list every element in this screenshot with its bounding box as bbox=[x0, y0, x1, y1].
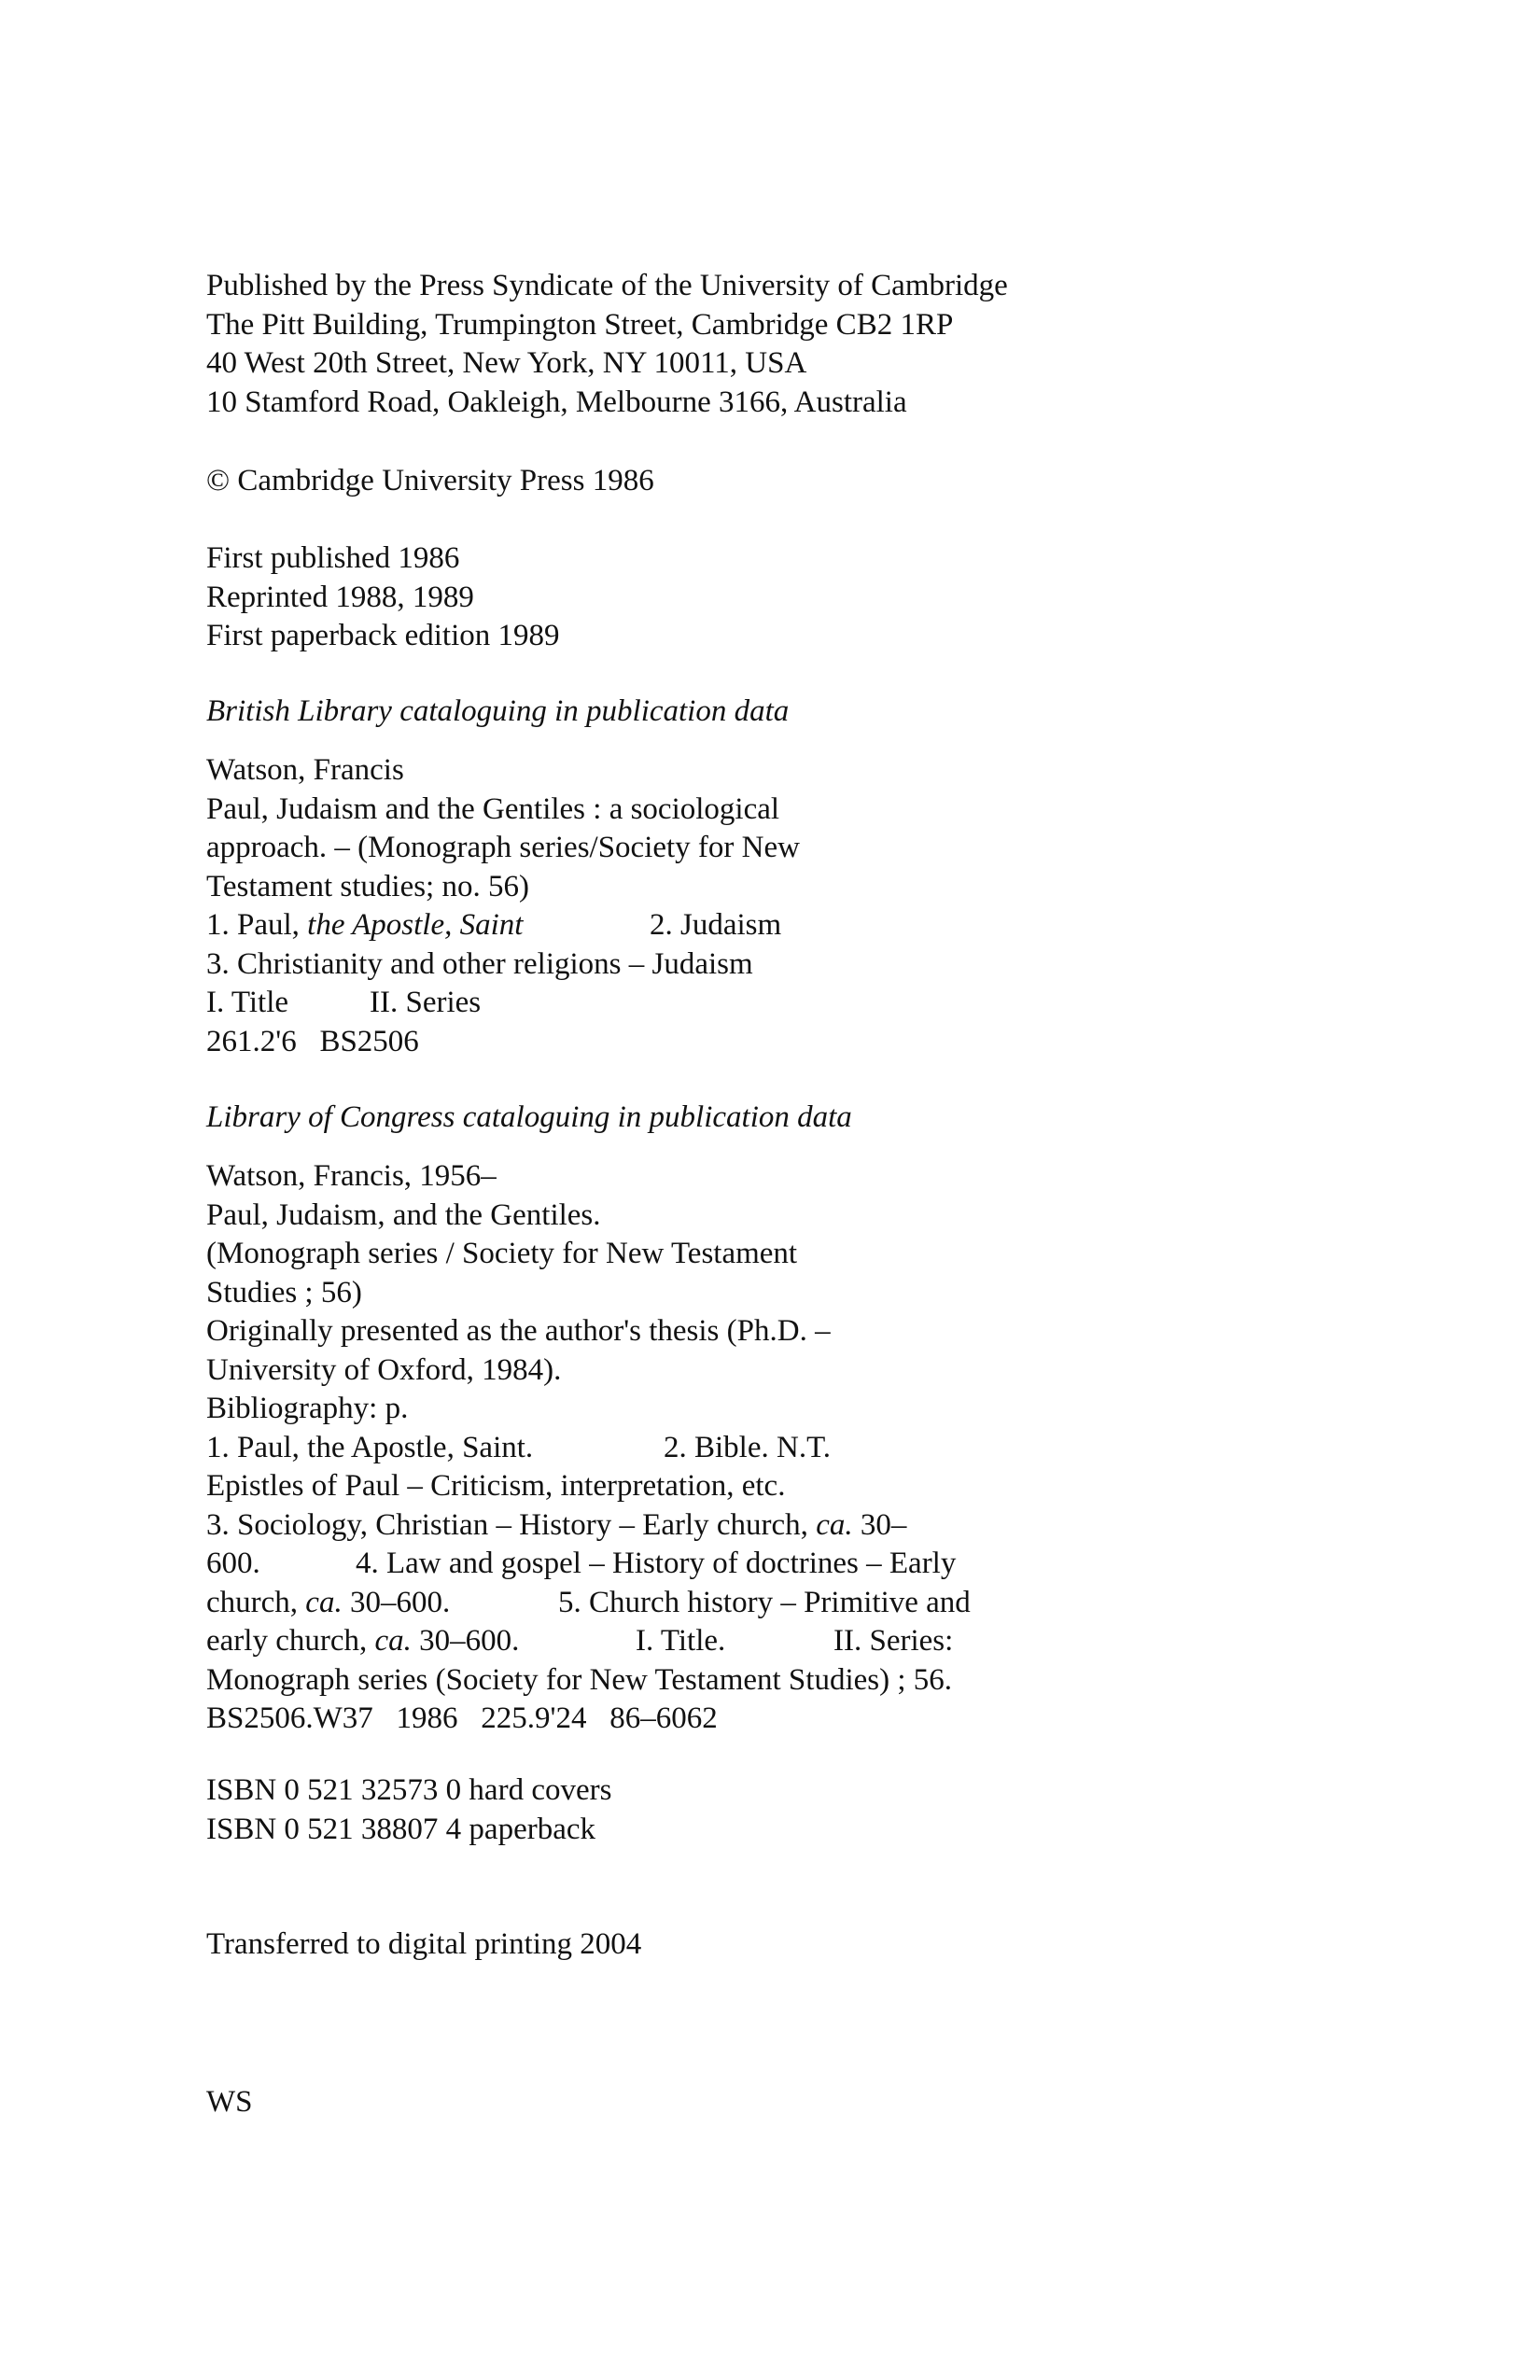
bl-subject-1-italic: the Apostle, Saint bbox=[307, 908, 524, 942]
loc-subject-1: 1. Paul, the Apostle, Saint. bbox=[206, 1430, 534, 1464]
loc-subject-3-text: 3. Sociology, Christian – History – Early church, bbox=[206, 1507, 817, 1542]
publication-history bbox=[206, 539, 1420, 656]
publisher-line: The Pitt Building, Trumpington Street, Cambridge CB2 1RP bbox=[206, 307, 954, 342]
bl-title-line: Testament studies; no. 56) bbox=[206, 869, 529, 903]
loc-series-line: (Monograph series / Society for New Testament bbox=[206, 1237, 798, 1270]
loc-subject-row-4 bbox=[206, 1545, 1420, 1584]
publisher-line: 40 West 20th Street, New York, NY 10011, USA bbox=[206, 346, 807, 380]
loc-bibliography: Bibliography: p. bbox=[206, 1392, 409, 1425]
loc-subject-row-3 bbox=[206, 1506, 1420, 1546]
bl-series-entry: II. Series bbox=[370, 986, 482, 1019]
publisher-line: 10 Stamford Road, Oakleigh, Melbourne 3166, Australia bbox=[206, 385, 907, 419]
loc-subject-3-range: 30– bbox=[852, 1507, 907, 1542]
loc-subject-5-range: 30–600. bbox=[411, 1624, 520, 1658]
loc-subject-row-1 bbox=[206, 1429, 1420, 1468]
bl-subject-1 bbox=[206, 906, 523, 945]
loc-subject-3-end: 600. bbox=[206, 1547, 260, 1580]
loc-heading-of: of bbox=[308, 1100, 332, 1134]
bl-title-line: approach. – (Monograph series/Society for New bbox=[206, 831, 800, 864]
first-published-line: First published 1986 bbox=[206, 541, 460, 575]
loc-record bbox=[206, 1157, 1420, 1739]
loc-subject-5-end bbox=[206, 1622, 519, 1661]
publisher-line: Published by the Press Syndicate of the University of Cambridge bbox=[206, 269, 1008, 302]
loc-subject-row-2: Epistles of Paul – Criticism, interpretation, etc. bbox=[206, 1469, 786, 1503]
bl-classification: 261.2'6 BS2506 bbox=[206, 1024, 419, 1058]
loc-subject-4: 4. Law and gospel – History of doctrines – Early bbox=[356, 1547, 957, 1580]
loc-author: Watson, Francis, 1956– bbox=[206, 1159, 497, 1193]
bl-title-line: Paul, Judaism and the Gentiles : a sociological bbox=[206, 791, 780, 826]
copyright-notice bbox=[206, 462, 1420, 501]
loc-thesis-line: University of Oxford, 1984). bbox=[206, 1352, 562, 1387]
loc-call-number: BS2506.W37 1986 225.9'24 86–6062 bbox=[206, 1701, 718, 1735]
loc-subject-row-6 bbox=[206, 1622, 1420, 1661]
bl-subject-1-prefix: 1. Paul, bbox=[206, 908, 308, 942]
loc-subject-row-5 bbox=[206, 1584, 1420, 1623]
paperback-edition-line: First paperback edition 1989 bbox=[206, 619, 560, 652]
digital-printing-note bbox=[206, 1925, 1420, 1965]
loc-subject-5-end-text: early church, bbox=[206, 1624, 375, 1658]
loc-series-entry: II. Series: bbox=[833, 1624, 954, 1658]
loc-title-entry: I. Title. bbox=[636, 1624, 726, 1658]
publisher-address-block bbox=[206, 267, 1420, 422]
loc-title: Paul, Judaism, and the Gentiles. bbox=[206, 1197, 601, 1232]
loc-subject-5: 5. Church history – Primitive and bbox=[558, 1585, 971, 1619]
copyright-line: © Cambridge University Press 1986 bbox=[206, 464, 654, 497]
bl-subjects-1-2 bbox=[206, 906, 1420, 945]
printer-code bbox=[206, 2083, 1420, 2122]
loc-subject-4-range: 30–600. bbox=[342, 1585, 451, 1619]
loc-subject-4-end-text: church, bbox=[206, 1585, 306, 1619]
loc-thesis-line: Originally presented as the author's thesis (Ph.D. – bbox=[206, 1314, 831, 1348]
loc-subject-2: 2. Bible. N.T. bbox=[664, 1430, 832, 1464]
isbn-paperback: ISBN 0 521 38807 4 paperback bbox=[206, 1812, 596, 1846]
loc-series-line: Studies ; 56) bbox=[206, 1275, 362, 1309]
loc-heading-suffix: Congress cataloguing in publication data bbox=[331, 1100, 852, 1134]
british-library-heading-text: British Library cataloguing in publication data bbox=[206, 694, 790, 728]
bl-title-entry: I. Title bbox=[206, 986, 289, 1019]
isbn-block bbox=[206, 1771, 1420, 1849]
loc-heading bbox=[206, 1099, 1420, 1138]
isbn-hardcover: ISBN 0 521 32573 0 hard covers bbox=[206, 1773, 612, 1807]
british-library-heading bbox=[206, 693, 1420, 732]
loc-subject-5-ca: ca. bbox=[374, 1624, 412, 1658]
bl-subject-3: 3. Christianity and other religions – Judaism bbox=[206, 946, 753, 981]
loc-series-name: Monograph series (Society for New Testament Studies) ; 56. bbox=[206, 1662, 953, 1697]
bl-author: Watson, Francis bbox=[206, 753, 404, 787]
reprinted-line: Reprinted 1988, 1989 bbox=[206, 580, 474, 614]
digital-printing-line: Transferred to digital printing 2004 bbox=[206, 1927, 642, 1961]
loc-heading-text bbox=[206, 1099, 1420, 1138]
bl-title-series-row bbox=[206, 984, 1420, 1023]
loc-subject-4-end bbox=[206, 1584, 450, 1623]
loc-heading-prefix: Library bbox=[206, 1100, 309, 1134]
loc-subject-4-ca: ca. bbox=[305, 1585, 343, 1619]
bl-subject-2: 2. Judaism bbox=[650, 908, 782, 942]
british-library-record bbox=[206, 751, 1420, 1061]
printer-code-text: WS bbox=[206, 2085, 253, 2119]
loc-subject-3-ca: ca. bbox=[816, 1507, 853, 1542]
